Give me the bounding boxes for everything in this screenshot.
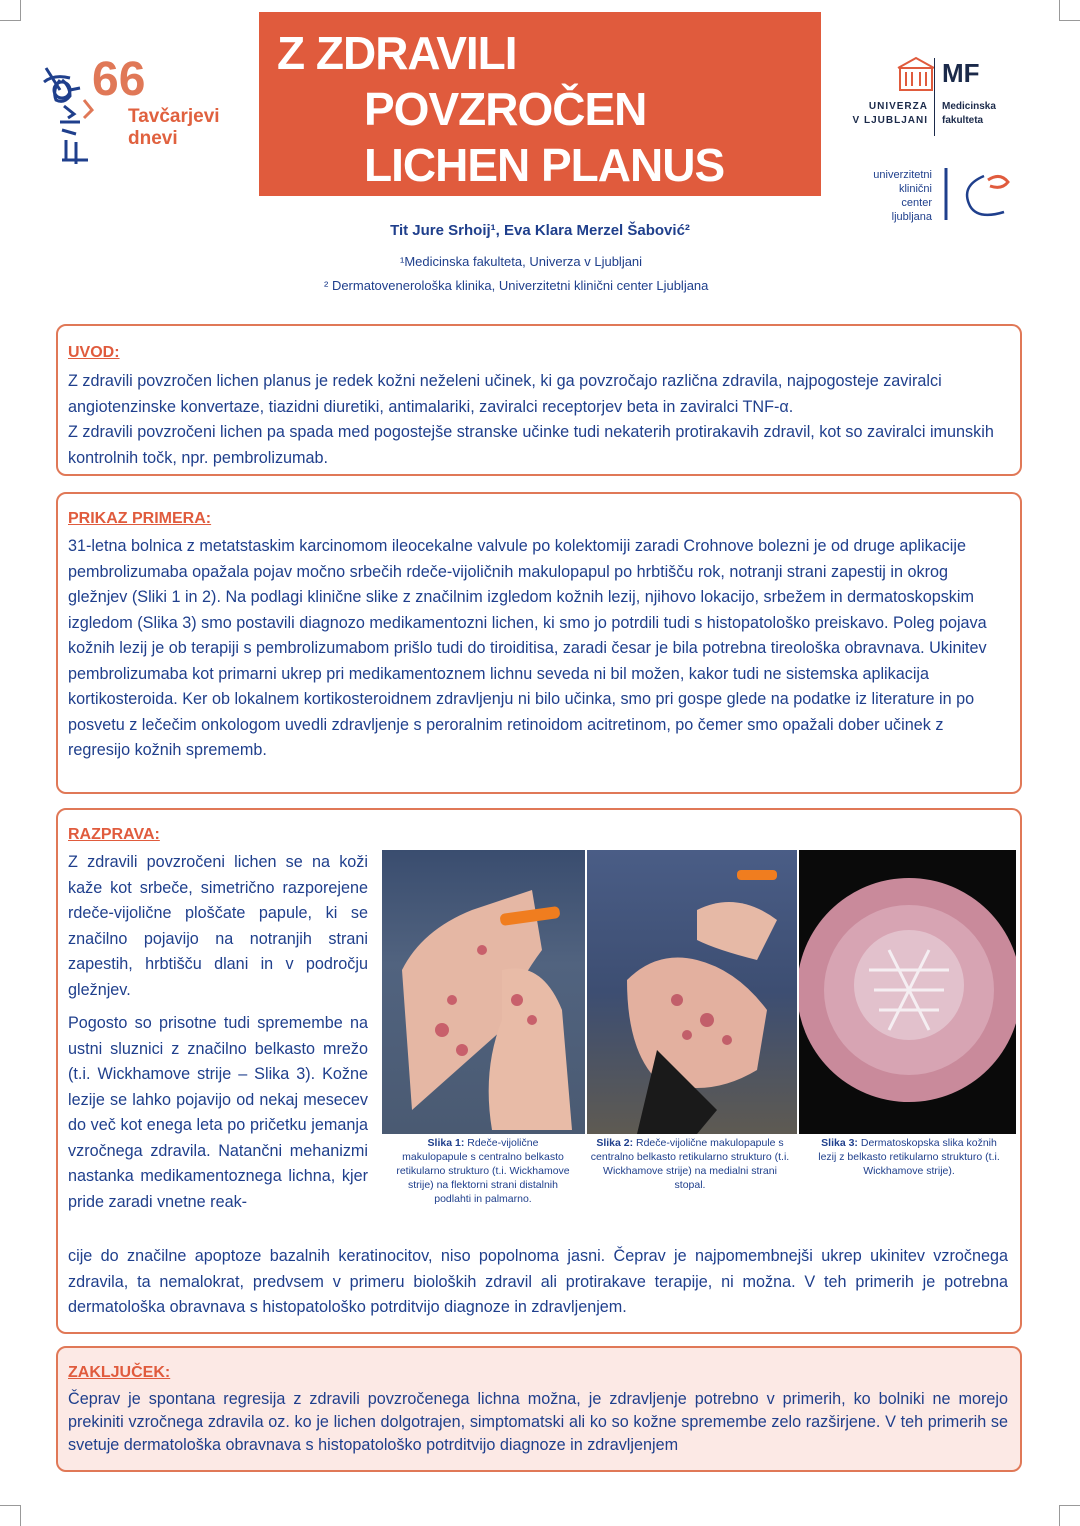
foot-photo-illustration [587,850,797,1134]
section-title-zakljucek: ZAKLJUČEK: [68,1364,171,1381]
logo-divider [934,58,935,136]
crop-mark [1059,1505,1080,1526]
caption-1: Slika 1: Rdeče-vijolične makulopapule s centralno belkasto retikularno strukturo (t.i. Wickhamove strije) na flektorni strani distalnih podlahti in palmarno. [396,1137,570,1205]
title-line-2: POVZROČEN [364,83,647,135]
hands-photo-illustration [382,850,585,1134]
section-title-razprava: RAZPRAVA: [68,826,160,843]
section-title-prikaz: PRIKAZ PRIMERA: [68,510,212,527]
section-body-uvod [68,369,1008,471]
razprava-left-column [68,850,368,1215]
title-box [259,12,821,196]
section-zakljucek [56,1346,1022,1472]
dermatoscope-photo-illustration [799,850,1016,1134]
title-line-3: LICHEN PLANUS [364,139,725,191]
crop-mark [0,1505,21,1526]
section-prikaz-primera [56,492,1022,794]
uvod-paragraph-1: Z zdravili povzročen lichen planus je redek kožni neželeni učinek, ki ga povzročajo različna zdravila, najpogosteje zaviralci angiotenzinske konvertaze, tiazidni diuretiki, antimalariki, zaviralci receptorjev beta in zaviralci TNF-α. [68,372,942,416]
event-name: Tavčarjevi dnevi [128,106,220,149]
faculty-name: Medicinska fakulteta [942,101,996,126]
mf-abbr: MF [942,58,980,88]
photo-2 [587,850,797,1134]
ukc-name: univerzitetni klinični center ljubljana [873,169,932,223]
ukc-logo-icon [942,164,1012,224]
caption-3: Slika 3: Dermatoskopska slika kožnih lezij z belkasto retikularno strukturo (t.i. Wickhamove strije). [818,1137,1000,1177]
crop-mark [0,0,21,21]
event-number: 66 [92,53,146,106]
uvod-paragraph-2: Z zdravili povzročeni lichen pa spada med pogostejše stranske učinke tudi nekaterih protirakavih zdravil, kot so zaviralci imunskih kontrolnih točk, npr. pembrolizumab. [68,423,994,467]
section-body-zakljucek [68,1388,1008,1457]
zakljucek-paragraph: Čeprav je spontana regresija z zdravili povzročenega lichna možna, je zdravljenje potrebno v primerih, ko bolniki ne morejo prekiniti vzročnega zdravila oz. ko je lichen dolgotrajen, simptomatski ali ko so kožne spremembe zelo razširjene. V teh primerih se svetuje dermatološka obravnava s histopatološko potrditvijo diagnoze in zdravljenjem [68,1390,1008,1454]
razprava-paragraph-3: cije do značilne apoptoze bazalnih keratinocitov, niso popolnoma jasni. Čeprav je najpomembnejši ukrep ukinitev vzročnega zdravila, ta nemalokrat, predvsem v primeru bioloških zdravil ali protirakave terapije, ni možna. V teh primerih je potrebna dermatološka obravnava s histopatološko potrditvijo diagnoze in zdravljenjem. [68,1247,1008,1316]
razprava-paragraph-2: Pogosto so prisotne tudi spremembe na ustni sluznici z značilno belkasto mrežo (t.i. Wickhamove strije – Slika 3). Kožne lezije se lahko pojavijo od nekaj mesecev do več kot enega leta po pričetku jemanja vzročnega zdravila. Natančni mehanizmi nastanka medikamentoznega lichna, kjer pride zaradi vnetne reak- [68,1014,368,1211]
prikaz-paragraph: 31-letna bolnica z metatstaskim karcinomom ileocekalne valvule po kolektomiji zaradi Crohnove bolezni je od druge aplikacije pembrolizumaba opažala pojav močno srbečih rdeče-vijoličnih makulopapul po hrbtišču rok, notranji strani zapestij in okrog gležnjev (Sliki 1 in 2). Na podlagi klinične slike z značilnim izgledom kožnih lezij, njihovo lokacijo, srbežem in dermatoskopskim izgledom (Slika 3) smo postavili diagnozo medikamentozni lichen, ki smo jo potrdili tudi s histopatološko preiskavo. Poleg pojava kožnih lezij je ob terapiji s pembrolizumabom prišlo tudi do tiroiditisa, zaradi česar je bila potrebna tireološka obravnava. Ukinitev pembrolizumaba kot primarni ukrep pri medikamentoznem lichnu seveda ni bil možen, kakor tudi ne sistemska aplikacija kortikosteroida. Ker ob lokalnem kortikosteroidnem zdravljenju ni bilo učinka, smo pri gospe glede na podatke iz literature in po posvetu z lečečim onkologom uvedli zdravljenje s peroralnim retinoidom acitretinom, po čemer smo opažali dober učinek z regresijo kožnih sprememb. [68,537,987,759]
university-building-icon [896,56,936,92]
event-logo [40,50,260,170]
affiliation-1: ¹Medicinska fakulteta, Univerza v Ljubljani [400,254,643,269]
razprava-bottom [68,1244,1008,1321]
section-body-prikaz [68,534,1008,764]
affiliation-2: ² Dermatovenerološka klinika, Univerzitetni klinični center Ljubljana [324,278,709,293]
photo-3 [799,850,1016,1134]
authors: Tit Jure Srhoij¹, Eva Klara Merzel Šabović² [390,222,690,239]
photo-1 [382,850,585,1134]
university-logo [852,56,1032,136]
face-sketch-icon [40,60,100,170]
section-razprava [56,808,1022,1334]
university-name: UNIVERZA V LJUBLJANI [852,101,928,126]
crop-mark [1059,0,1080,21]
title-line-1: Z ZDRAVILI [277,27,517,79]
section-title-uvod: UVOD: [68,344,120,361]
section-uvod [56,324,1022,476]
caption-2: Slika 2: Rdeče-vijolične makulopapule s centralno belkasto retikularno strukturo (t.i. Wickhamove strije) na medialni strani stopal. [590,1137,790,1191]
razprava-paragraph-1: Z zdravili povzročeni lichen se na koži kaže kot srbeče, simetrično razporejene rdeče-vijolične ploščate papule, ki se značilno pojavijo na notranjih strani zapestih, hrbtišču dlani in v področju gležnjev. [68,853,368,999]
